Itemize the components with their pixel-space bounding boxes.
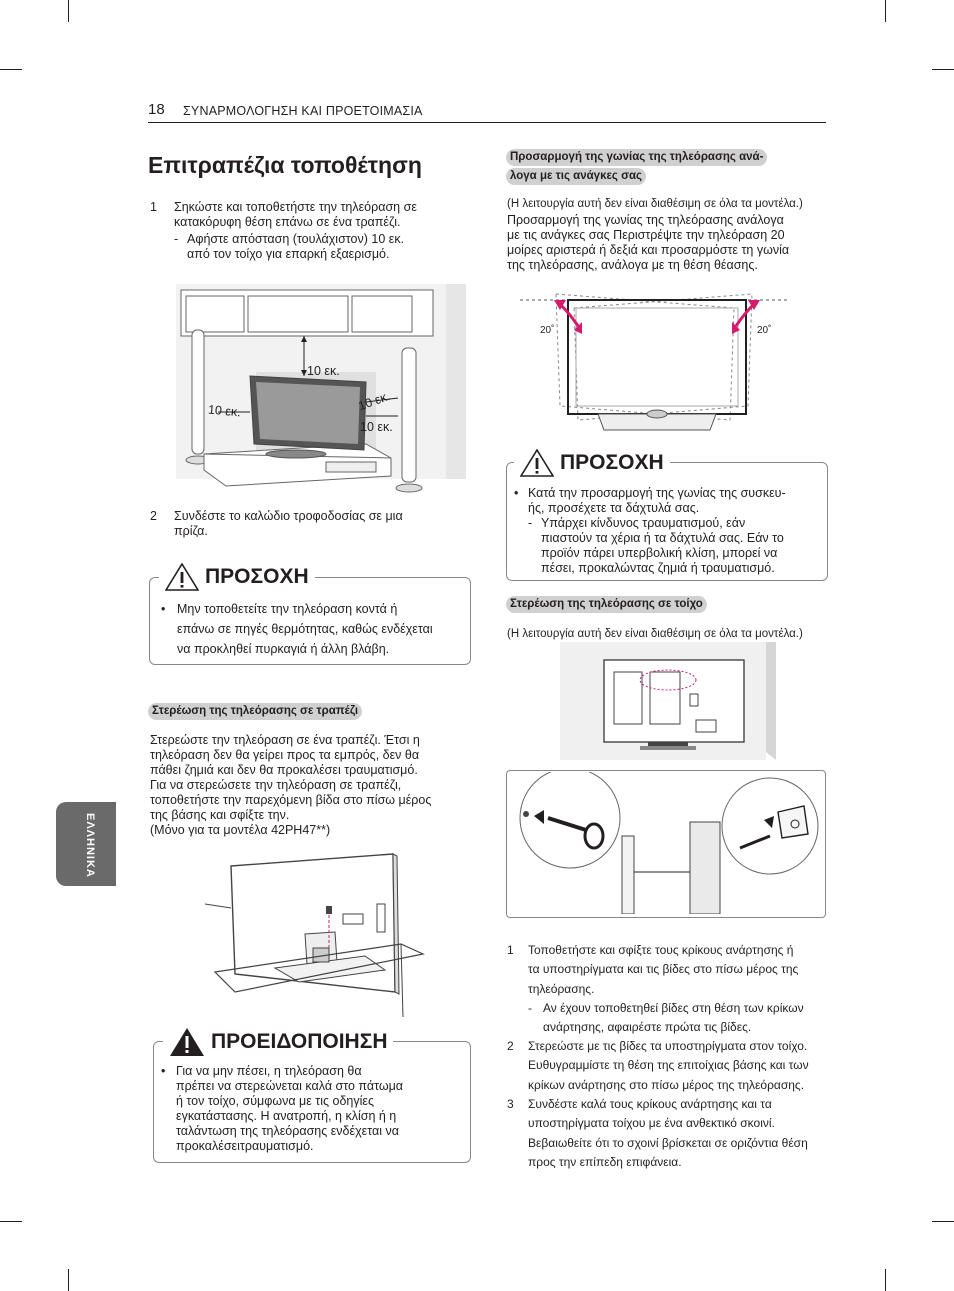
- dim-label-right-lower: 10 εκ.: [360, 420, 393, 434]
- crop-mark: [0, 1221, 22, 1222]
- text-line: ή τον τοίχο, σύμφωνα με τις οδηγίες: [176, 1094, 374, 1108]
- text-line: υποστηρίγματα τοίχου με ένα ανθεκτικό σκοινί.: [528, 1116, 775, 1131]
- caution-title: ΠΡΟΣΟΧΗ: [205, 565, 309, 588]
- crop-mark: [932, 1221, 954, 1222]
- bullet: •: [161, 1064, 166, 1078]
- text-line: της βάσης και σφίξτε την.: [150, 808, 290, 822]
- text-line: Μην τοποθετείτε την τηλεόραση κοντά ή: [177, 602, 398, 616]
- dim-label-right-upper: 10 εκ.: [356, 388, 392, 414]
- text-line: Σηκώστε και τοποθετήστε την τηλεόραση σε: [174, 200, 417, 214]
- swivel-heading-line1: Προσαρμογή της γωνίας της τηλεόρασης ανά-: [506, 149, 767, 166]
- tv-rear-wall-figure: [560, 642, 776, 762]
- text-line: Συνδέστε καλά τους κρίκους ανάρτησης και τα: [528, 1097, 772, 1111]
- crop-mark: [0, 69, 22, 70]
- tv-table-screw-figure: [205, 852, 435, 1022]
- text-line: ής, προσέχετε τα δάχτυλά σας.: [528, 501, 700, 515]
- angle-label-left: 20˚: [540, 325, 555, 336]
- swivel-heading-line2: λογα με τις ανάγκες σας: [506, 168, 646, 185]
- swivel-note: (Η λειτουργία αυτή δεν είναι διαθέσιμη σε όλα τα μοντέλα.): [507, 198, 803, 210]
- bullet: •: [514, 486, 519, 500]
- text-line: Συνδέστε το καλώδιο τροφοδοσίας σε μια: [174, 509, 403, 523]
- text-line: πάθει ζημιά και δεν θα προκαλέσει τραυματισμό.: [150, 763, 418, 777]
- crop-mark: [68, 1269, 69, 1291]
- text-line: τοποθετήστε την παρεχόμενη βίδα στο πίσω μέρος: [150, 793, 432, 807]
- text-line: πρέπει να στερεώνεται καλά στο πάτωμα: [176, 1079, 404, 1093]
- tv-on-table-figure: [176, 284, 466, 500]
- table-fix-text: [150, 733, 431, 838]
- page-number: 18: [148, 101, 165, 118]
- text-line: Τοποθετήστε και σφίξτε τους κρίκους ανάρτησης ή: [528, 943, 794, 957]
- table-fix-heading: Στερέωση της τηλεόρασης σε τραπέζι: [148, 703, 362, 720]
- text-line: Ευθυγραμμίστε τη θέση της επιτοίχιας βάσης και των: [528, 1058, 809, 1073]
- step-number: 1: [507, 943, 514, 957]
- section-title: ΣΥΝΑΡΜΟΛΟΓΗΣΗ ΚΑΙ ΠΡΟΕΤΟΙΜΑΣΙΑ: [183, 104, 423, 118]
- text-line: κατακόρυφη θέση επάνω σε ένα τραπέζι.: [174, 215, 401, 229]
- dash: -: [528, 1001, 532, 1015]
- step-number: 1: [150, 200, 157, 214]
- page-title: Επιτραπέζια τοποθέτηση: [148, 152, 422, 178]
- step-number: 2: [507, 1039, 514, 1053]
- text-line: κρίκων ανάρτησης στο πίσω μέρος της τηλεόρασης.: [528, 1077, 805, 1092]
- text-line: ανάρτησης, αφαιρέστε πρώτα τις βίδες.: [543, 1020, 752, 1035]
- language-tab-label: ΕΛΛΗΝΙΚΑ: [84, 812, 96, 878]
- caution-title: ΠΡΟΣΟΧΗ: [560, 451, 664, 474]
- text-line: μοίρες αριστερά ή δεξιά και προσαρμόστε τη γωνία: [507, 243, 790, 257]
- text-line: Αν έχουν τοποθετηθεί βίδες στη θέση των κρίκων: [543, 1001, 804, 1015]
- warning-triangle-icon: [169, 1027, 205, 1057]
- dash: -: [174, 232, 179, 246]
- swivel-figure: [520, 290, 790, 450]
- text-line: Βεβαιωθείτε ότι το σχοινί βρίσκεται σε οριζόντια θέση: [528, 1135, 808, 1150]
- dim-label-top: 10 εκ.: [307, 364, 340, 378]
- text-line: με τις ανάγκες σας Περιστρέψτε την τηλεόραση 20: [507, 228, 785, 242]
- text-line: τηλεόρασης.: [528, 981, 595, 996]
- text-line: Για να μην πέσει, η τηλεόραση θα: [176, 1064, 362, 1078]
- bracket-detail-figure: [508, 772, 822, 914]
- angle-label-right: 20˚: [757, 325, 772, 336]
- text-line: προκαλέσειτραυματισμό.: [176, 1139, 314, 1153]
- caution-triangle-icon: [520, 449, 554, 477]
- text-line: εγκατάστασης. Η ανατροπή, η κλίση ή η: [176, 1109, 397, 1123]
- text-line: Στερεώστε με τις βίδες τα υποστηρίγματα στον τοίχο.: [528, 1039, 808, 1053]
- text-line: πιαστούν τα χέρια ή τα δάχτυλά σας. Εάν το: [541, 531, 784, 545]
- text-line: της τηλεόρασης, ανάλογα με τη θέση θέασης.: [507, 258, 758, 272]
- dash: -: [528, 516, 533, 530]
- text-line: πέσει, προκαλώντας ζημιά ή τραυματισμό.: [541, 561, 775, 575]
- text-line: Προσαρμογή της γωνίας της τηλεόρασης ανάλογα: [507, 213, 784, 227]
- dim-label-left: 10 εκ.: [207, 402, 242, 420]
- text-line: τα υποστηρίγματα και τις βίδες στο πίσω μέρος της: [528, 962, 799, 977]
- header-rule: [148, 122, 826, 123]
- caution-heading: [514, 449, 670, 477]
- text-line: να προκληθεί πυρκαγιά ή άλλη βλάβη.: [177, 642, 390, 656]
- crop-mark: [68, 0, 69, 22]
- text-line: Για να στερεώσετε την τηλεόραση σε τραπέζι,: [150, 778, 402, 792]
- step-number: 3: [507, 1097, 514, 1111]
- wall-fix-heading: Στερέωση της τηλεόρασης σε τοίχο: [506, 596, 707, 613]
- text-line: προς την επίπεδη επιφάνεια.: [528, 1154, 682, 1169]
- text-line: Αφήστε απόσταση (τουλάχιστον) 10 εκ.: [187, 232, 405, 246]
- text-line: επάνω σε πηγές θερμότητας, καθώς ενδέχεται: [177, 622, 433, 636]
- swivel-text: [507, 213, 789, 273]
- warning-heading: [163, 1027, 393, 1057]
- text-line: Κατά την προσαρμογή της γωνίας της συσκευ-: [528, 486, 786, 500]
- caution-heading: [159, 563, 315, 591]
- step-number: 2: [150, 509, 157, 523]
- crop-mark: [885, 1269, 886, 1291]
- crop-mark: [932, 69, 954, 70]
- text-line: Στερεώστε την τηλεόραση σε ένα τραπέζι. Έτσι η: [150, 733, 420, 747]
- warning-title: ΠΡΟΕΙΔΟΠΟΙΗΣΗ: [211, 1030, 388, 1053]
- bullet: •: [161, 602, 166, 616]
- text-line: ταλάντωση της τηλεόρασης ενδέχεται να: [176, 1124, 399, 1138]
- crop-mark: [885, 0, 886, 22]
- wall-note: (Η λειτουργία αυτή δεν είναι διαθέσιμη σε όλα τα μοντέλα.): [507, 628, 803, 640]
- text-line: πρίζα.: [174, 524, 208, 538]
- text-line: προϊόν πάρει υπερβολική κλίση, μπορεί να: [541, 546, 778, 560]
- text-line: από τον τοίχο για επαρκή εξαερισμό.: [187, 247, 390, 261]
- caution-triangle-icon: [165, 563, 199, 591]
- text-line: (Μόνο για τα μοντέλα 42PH47**): [150, 823, 331, 837]
- text-line: τηλεόραση δεν θα γείρει προς τα εμπρός, δεν θα: [150, 748, 420, 762]
- text-line: Υπάρχει κίνδυνος τραυματισμού, εάν: [541, 516, 746, 530]
